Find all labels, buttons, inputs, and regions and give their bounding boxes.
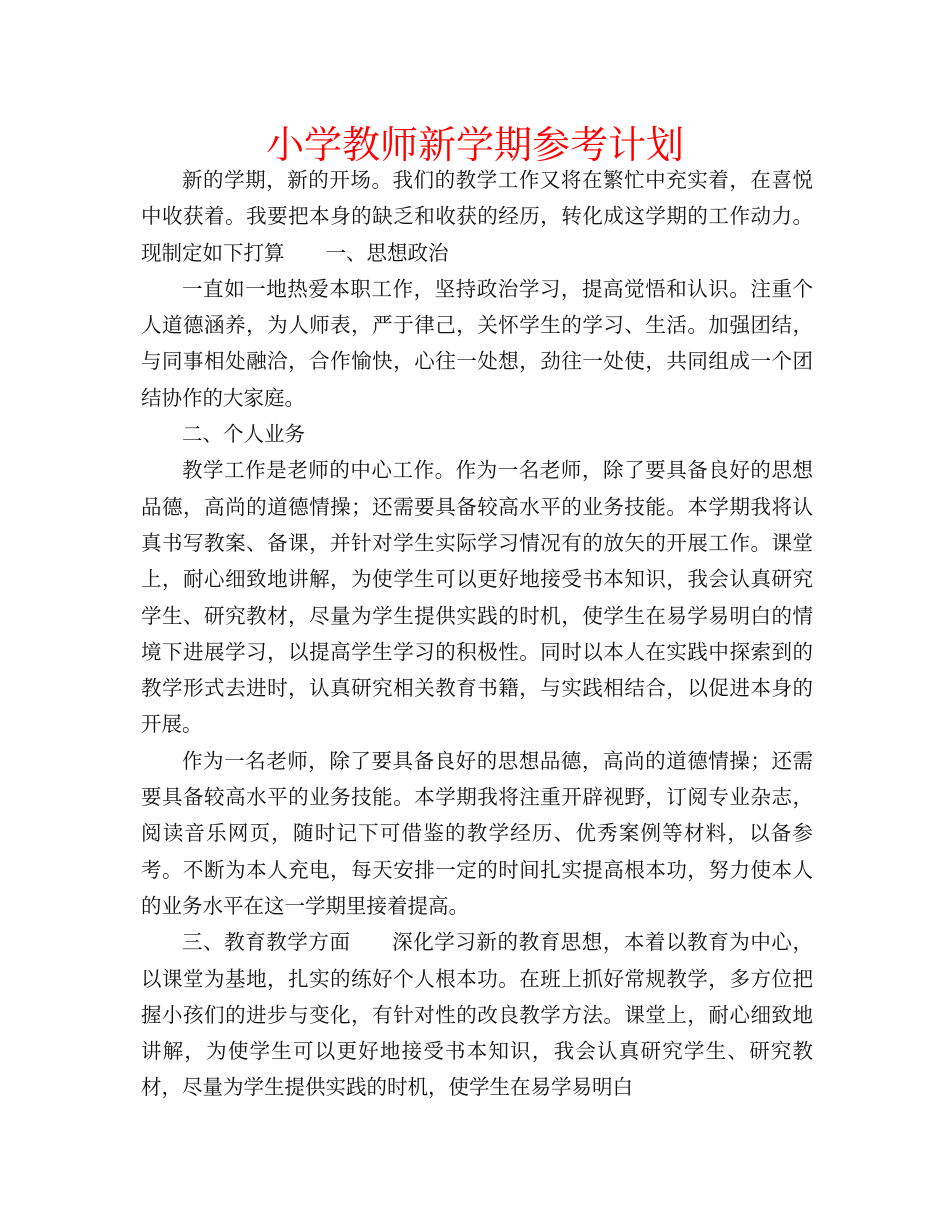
- section1-heading: 一、思想政治: [325, 240, 449, 265]
- paragraph-section2-2: 作为一名老师，除了要具备良好的思想品德，高尚的道德情操；还需要具备较高水平的业务技能。本学期我将注重开辟视野，订阅专业杂志，阅读音乐网页，随时记下可借鉴的教学经历、优秀案例等材料，以备参考。不断为本人充电，每天安排一定的时间扎实提高根本功，努力使本人的业务水平在这一学期里接着提高。: [141, 748, 813, 918]
- paragraph-section1: 一直如一地热爱本职工作，坚持政治学习，提高觉悟和认识。注重个人道德涵养，为人师表，严于律己，关怀学生的学习、生活。加强团结，与同事相处融洽，合作愉快，心往一处想，劲往一处使，共同组成一个团结协作的大家庭。: [141, 276, 813, 410]
- document-title: 小学教师新学期参考计划: [265, 123, 684, 167]
- section2-heading: 二、个人业务: [182, 422, 305, 447]
- paragraph-section3: [141, 924, 813, 1105]
- section3-text: 深化学习新的教育思想，本着以教育为中心，以课堂为基地，扎实的练好个人根本功。在班上抓好常规教学，多方位把握小孩们的进步与变化，有针对性的改良教学方法。课堂上，耐心细致地讲解，为使学生可以更好地接受书本知识，我会认真研究学生、研究教材，尽量为学生提供实践的时机，使学生在易学易明白: [141, 930, 814, 1100]
- document-body: [141, 162, 813, 1106]
- intro-text: 新的学期，新的开场。我们的教学工作又将在繁忙中充实着，在喜悦中收获着。我要把本身的缺乏和收获的经历，转化成这学期的工作动力。现制定如下打算: [141, 168, 813, 265]
- section3-heading: 三、教育教学方面: [182, 930, 351, 955]
- paragraph-intro: [141, 162, 813, 271]
- paragraph-section2-1: 教学工作是老师的中心工作。作为一名老师，除了要具备良好的思想品德，高尚的道德情操；还需要具备较高水平的业务技能。本学期我将认真书写教案、备课，并针对学生实际学习情况有的放矢的开展工作。课堂上，耐心细致地讲解，为使学生可以更好地接受书本知识，我会认真研究学生、研究教材，尽量为学生提供实践的时机，使学生在易学易明白的情境下进展学习，以提高学生学习的积极性。同时以本人在实践中探索到的教学形式去进时，认真研究相关教育书籍，与实践相结合，以促进本身的开展。: [141, 458, 813, 737]
